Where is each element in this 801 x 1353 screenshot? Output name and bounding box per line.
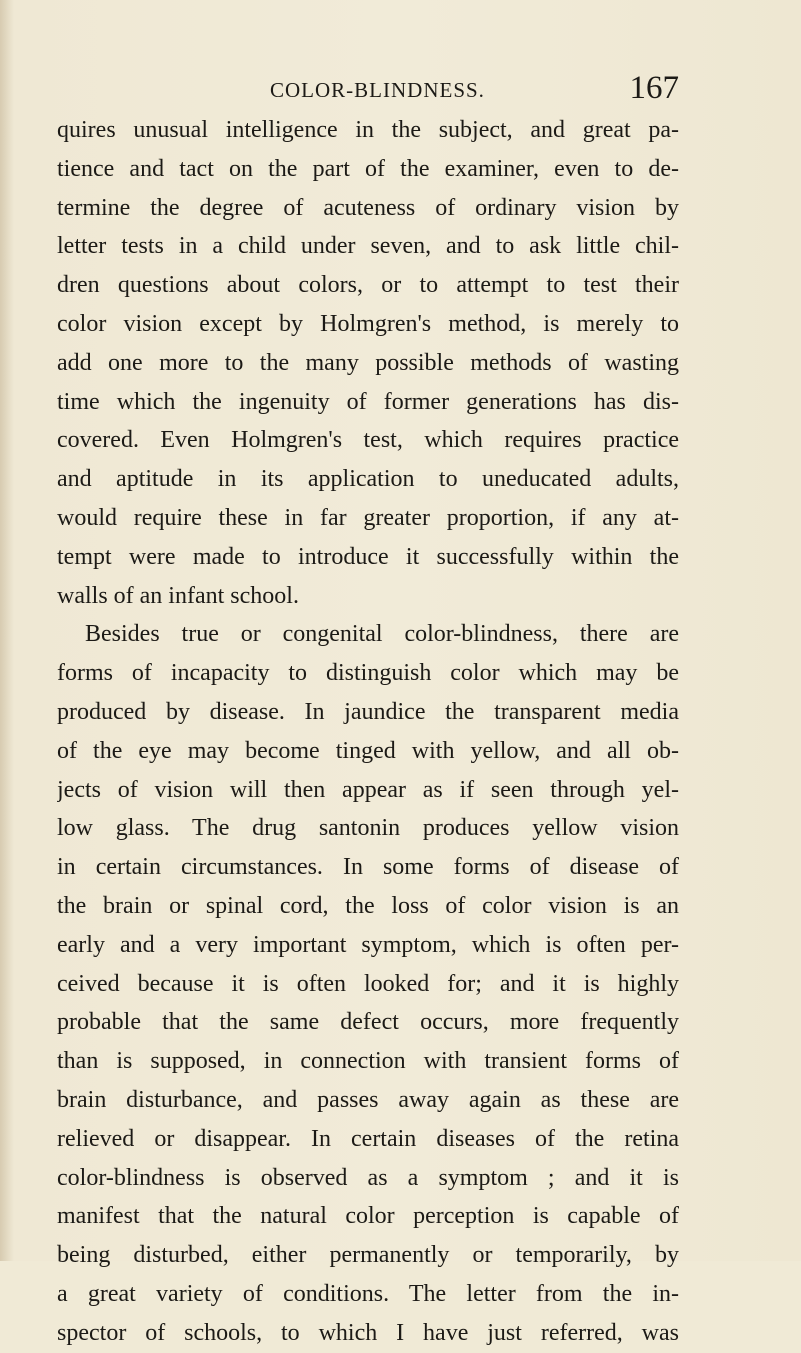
text-line: produced by disease. In jaundice the transparent media <box>57 698 679 725</box>
text-line: add one more to the many possible methods of wasting <box>57 349 679 376</box>
text-line: of the eye may become tinged with yellow, and all ob- <box>57 737 679 764</box>
text-line: dren questions about colors, or to attempt to test their <box>57 272 679 299</box>
text-line: tempt were made to introduce it successfully within the <box>57 543 679 570</box>
text-line: brain disturbance, and passes away again as these are <box>57 1086 679 1113</box>
text-line: the brain or spinal cord, the loss of color vision is an <box>57 892 679 919</box>
text-line: quires unusual intelligence in the subject, and great pa- <box>57 117 679 143</box>
text-line: jects of vision will then appear as if seen through yel- <box>57 776 679 803</box>
text-line: letter tests in a child under seven, and to ask little chil- <box>57 233 679 260</box>
text-line: would require these in far greater proportion, if any at- <box>57 504 679 531</box>
text-line: and aptitude in its application to uneducated adults, <box>57 466 679 493</box>
text-line: a great variety of conditions. The letter from the in- <box>57 1280 679 1307</box>
text-line: forms of incapacity to distinguish color which may be <box>57 660 679 687</box>
text-line: ceived because it is often looked for; and it is highly <box>57 970 679 997</box>
body-text <box>57 111 679 1353</box>
page-header <box>57 70 679 110</box>
text-line: color vision except by Holmgren's method, is merely to <box>57 310 679 337</box>
text-line: than is supposed, in connection with transient forms of <box>57 1048 679 1075</box>
text-line: termine the degree of acuteness of ordinary vision by <box>57 194 679 221</box>
text-line: in certain circumstances. In some forms of disease of <box>57 854 679 881</box>
paragraph-end-line: walls of an infant school. <box>57 582 299 609</box>
paragraph-start-line: Besides true or congenital color-blindness, there are <box>85 621 679 648</box>
running-head: COLOR-BLINDNESS. <box>270 78 485 102</box>
text-line: manifest that the natural color perception is capable of <box>57 1203 679 1230</box>
text-line: spector of schools, to which I have just referred, was <box>57 1319 679 1346</box>
text-line: time which the ingenuity of former generations has dis- <box>57 388 679 415</box>
page-edge-shadow <box>0 0 14 1261</box>
text-line: being disturbed, either permanently or temporarily, by <box>57 1242 679 1269</box>
text-line: relieved or disappear. In certain diseases of the retina <box>57 1125 679 1152</box>
text-line: low glass. The drug santonin produces yellow vision <box>57 815 679 842</box>
text-line: tience and tact on the part of the examiner, even to de- <box>57 155 679 182</box>
text-line: probable that the same defect occurs, more frequently <box>57 1009 679 1036</box>
page-number: 167 <box>629 70 679 106</box>
text-line: color-blindness is observed as a symptom ; and it is <box>57 1164 679 1191</box>
text-line: covered. Even Holmgren's test, which requires practice <box>57 427 679 454</box>
text-line: early and a very important symptom, which is often per- <box>57 931 679 958</box>
